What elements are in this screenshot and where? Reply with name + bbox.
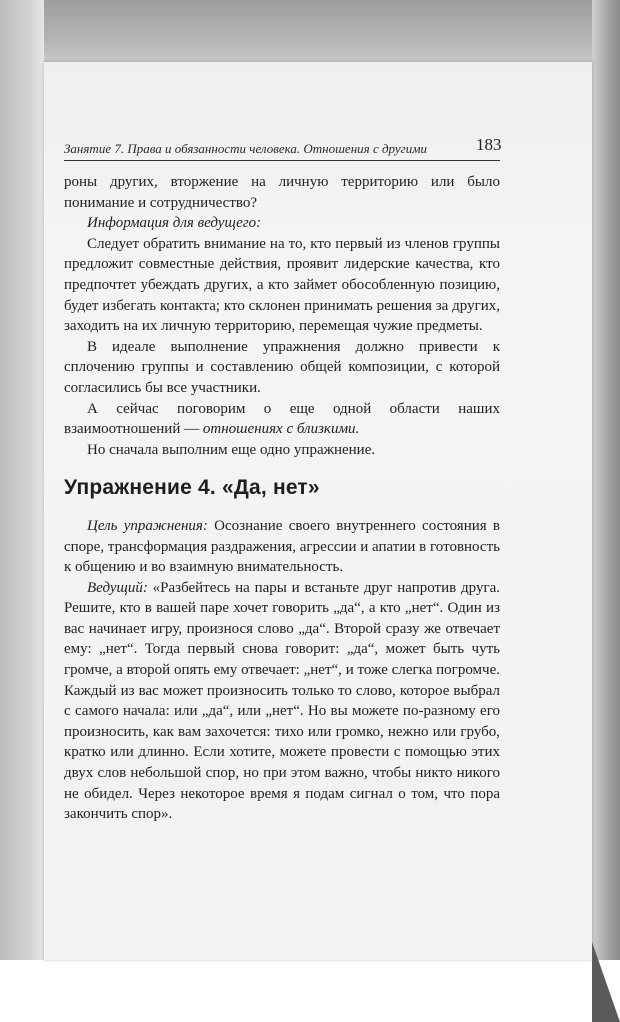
paragraph: [64, 516, 500, 578]
page-number: 183: [476, 135, 502, 154]
leader-text: «Разбейтесь на пары и встаньте друг напротив друга. Решите, кто в вашей паре хочет говорить „да“, а кто „нет“. Один из вас начинает игру, произнося слово „да“. Второй сразу же отвечает ему: „нет“. Тогда первый снова говорит: „да“, может быть чуть громче, а второй опять ему отвечает: „нет“, и тоже слегка погромче. Каждый из вас может произносить только то слово, которое выбрал с самого начала: или „да“, или „нет“. Но вы можете по-разному его произносить, как вам захочется: тихо или громко, нежно или грубо, кратко или длинно. Если хотите, можете провести с помощью этих двух слов небольшой спор, но при этом важно, чтобы никто никого не обидел. Через некоторое время я подам сигнал о том, что пора закончить спор».: [64, 579, 500, 823]
emphasis-text: отношениях с близкими.: [202, 421, 360, 438]
running-header: [64, 138, 500, 161]
book-page: [44, 62, 592, 960]
page-content: [64, 172, 500, 825]
exercise-heading: Упражнение 4. «Да, нет»: [64, 476, 320, 500]
paragraph-text: А сейчас поговорим о еще одной области наших взаимоотношений —: [64, 400, 500, 438]
paragraph: В идеале выполнение упражнения должно привести к сплочению группы и составлению общей композиции, с которой согласились бы все участники.: [64, 338, 500, 396]
scan-background-left: [0, 0, 44, 960]
page-corner-shadow: [592, 942, 620, 1022]
goal-label: Цель упражнения:: [87, 517, 208, 534]
leader-label: Ведущий:: [87, 579, 148, 596]
paragraph: роны других, вторжение на личную территорию или было понимание и сотрудничество?: [64, 174, 500, 211]
paragraph: Следует обратить внимание на то, кто первый из членов группы предложит совместные действия, проявит лидерские качества, кто предпочтет убеждать других, а кто займет обособленную позицию, будет избегать контакта; кто склонен принимать решения за других, заходить на их личную территорию, перемещая чужие предметы.: [64, 235, 500, 335]
running-title: Занятие 7. Права и обязанности человека. Отношения с другими: [64, 141, 428, 156]
paragraph: [64, 578, 500, 825]
goal-text: Осознание своего внутреннего состояния в споре, трансформация раздражения, агрессии и апатии в готовность к общению и во взаимную внимательность.: [64, 517, 501, 576]
scan-background-right: [592, 0, 620, 960]
paragraph: [64, 399, 500, 440]
paragraph: Но сначала выполним еще одно упражнение.: [87, 441, 376, 458]
scan-background-top: [0, 0, 620, 70]
paragraph-label: Информация для ведущего:: [87, 215, 262, 232]
